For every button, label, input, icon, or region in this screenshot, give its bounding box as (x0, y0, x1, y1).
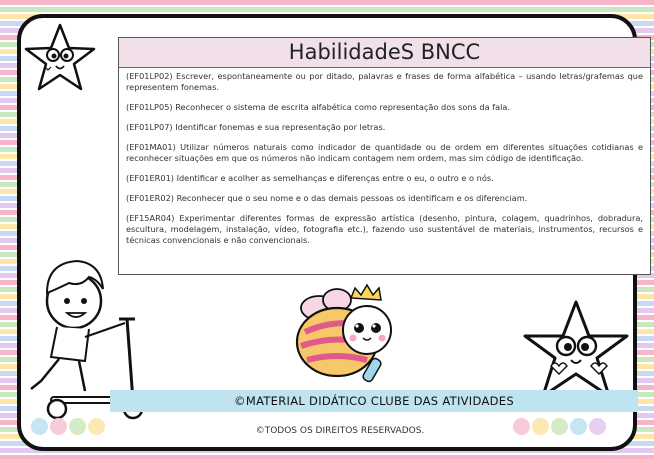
skill-item: (EF01MA01) Utilizar números naturais como indicador de quantidade ou de ordem em diferentes situações cotidianas e reconhecer situações em que os números não indicam contagem nem ordem, mas sim código de identificação. (126, 142, 643, 163)
decorative-dot (589, 418, 606, 435)
decorative-dot (69, 418, 86, 435)
decorative-dot (570, 418, 587, 435)
decorative-dots-right (513, 418, 606, 435)
decorative-dot (532, 418, 549, 435)
skills-list (119, 68, 650, 246)
rights-notice: ©TODOS OS DIREITOS RESERVADOS. (255, 426, 425, 436)
star-character-icon (23, 22, 97, 96)
skill-item: (EF01ER02) Reconhecer que o seu nome e o das demais pessoas os identificam e os diferenciam. (126, 193, 528, 203)
copyright-banner: ©MATERIAL DIDÁTICO CLUBE DAS ATIVIDADES (110, 390, 638, 412)
decorative-dot (31, 418, 48, 435)
skill-item: (EF01LP07) Identificar fonemas e sua representação por letras. (126, 122, 386, 132)
skill-item: (EF01LP05) Reconhecer o sistema de escrita alfabética como representação dos sons da fala. (126, 102, 511, 112)
decorative-dots-left (31, 418, 105, 435)
page-card (17, 14, 643, 451)
decorative-dot (551, 418, 568, 435)
decorative-dot (88, 418, 105, 435)
decorative-dot (50, 418, 67, 435)
skill-item: (EF01ER01) Identificar e acolher as semelhanças e diferenças entre o eu, o outro e o nós. (126, 173, 494, 183)
bee-with-crown-illustration (289, 280, 399, 392)
page-title: HabilidadeS BNCC (119, 38, 650, 68)
skill-item: (EF01LP02) Escrever, espontaneamente ou por ditado, palavras e frases de forma alfabética – usando letras/grafemas que representem fonemas. (126, 71, 643, 92)
decorative-dot (513, 418, 530, 435)
skills-box (118, 37, 651, 275)
skill-item: (EF15AR04) Experimentar diferentes formas de expressão artística (desenho, pintura, colagem, quadrinhos, dobradura, escultura, modelagem, instalação, vídeo, fotografia etc.), fazendo uso sustentável de materiais, instrumentos, recursos e técnicas convencionais e não convencionais. (126, 213, 643, 245)
